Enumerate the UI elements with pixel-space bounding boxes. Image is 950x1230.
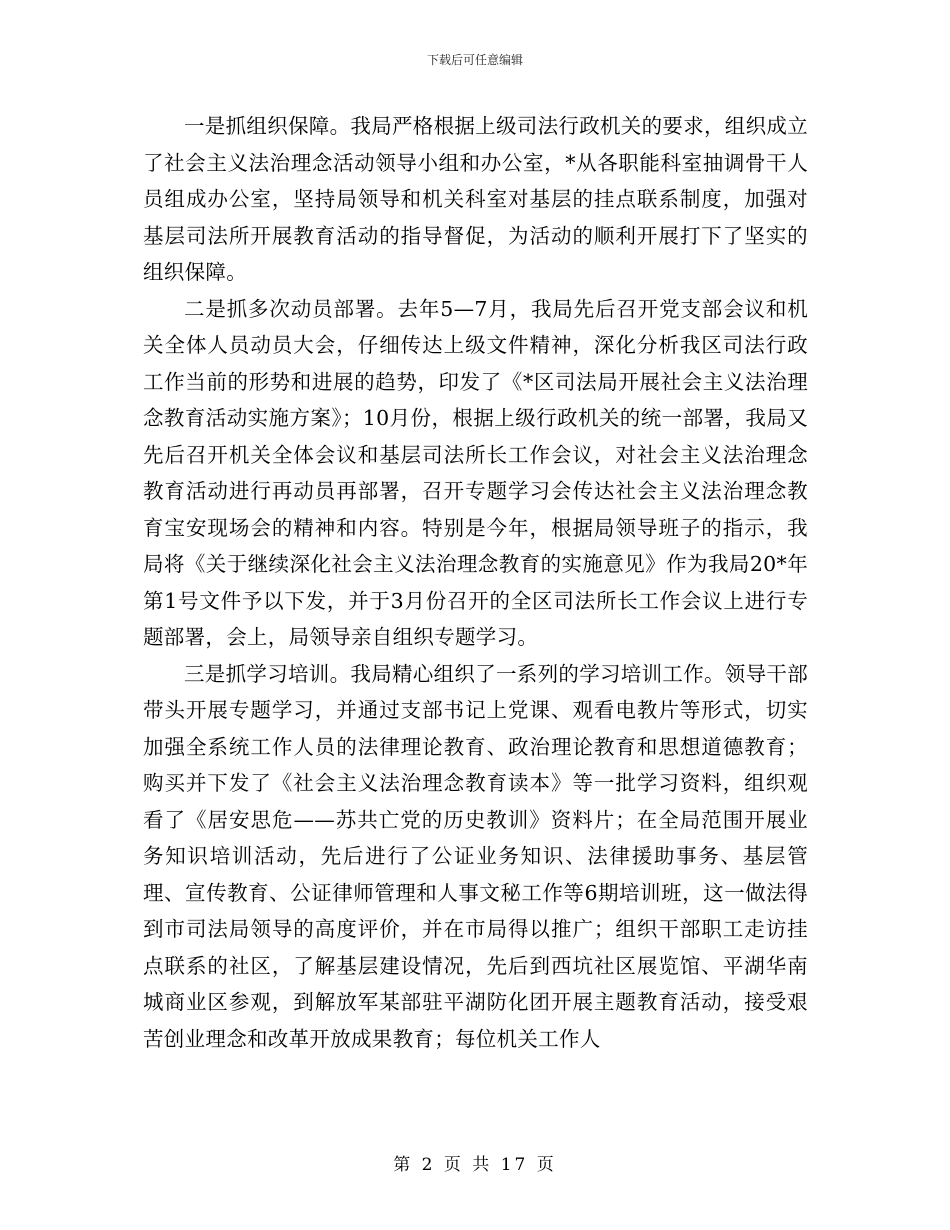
paragraph-mobilization: 二是抓多次动员部署。去年5—7月，我局先后召开党支部会议和机关全体人员动员大会，仔细传达上级文件精神，深化分析我区司法行政工作当前的形势和进展的趋势，印发了《*区司法局开展社会主义法治理念教育活动实施方案》；10月份，根据上级行政机关的统一部署，我局又先后召开机关全体会议和基层司法所长工作会议，对社会主义法治理念教育活动进行再动员再部署，召开专题学习会传达社会主义法治理念教育宝安现场会的精神和内容。特别是今年，根据局领导班子的指示，我局将《关于继续深化社会主义法治理念教育的实施意见》作为我局20*年第1号文件予以下发，并于3月份召开的全区司法所长工作会议上进行专题部署，会上，局领导亲自组织专题学习。 <box>143 296 808 649</box>
header-note: 下载后可任意编辑 <box>426 53 523 67</box>
page-number-footer: 第 2 页 共 17 页 <box>393 1155 557 1175</box>
paragraph-training: 三是抓学习培训。我局精心组织了一系列的学习培训工作。领导干部带头开展专题学习，并通过支部书记上党课、观看电教片等形式，切实加强全系统工作人员的法律理论教育、政治理论教育和思想道德教育；购买并下发了《社会主义法治理念教育读本》等一批学习资料，组织观看了《居安思危——苏共亡党的历史教训》资料片；在全局范围开展业务知识培训活动，先后进行了公证业务知识、法律援助事务、基层管理、宣传教育、公证律师管理和人事文秘工作等6期培训班，这一做法得到市司法局领导的高度评价，并在市局得以推广；组织干部职工走访挂点联系的社区，了解基层建设情况，先后到西坑社区展览馆、平湖华南城商业区参观，到解放军某部驻平湖防化团开展主题教育活动，接受艰苦创业理念和改革开放成果教育；每位机关工作人 <box>143 661 808 1051</box>
body-text <box>143 108 808 1057</box>
paragraph-organization: 一是抓组织保障。我局严格根据上级司法行政机关的要求，组织成立了社会主义法治理念活动领导小组和办公室，*从各职能科室抽调骨干人员组成办公室，坚持局领导和机关科室对基层的挂点联系制度，加强对基层司法所开展教育活动的指导督促，为活动的顺利开展打下了坚实的组织保障。 <box>143 114 808 284</box>
